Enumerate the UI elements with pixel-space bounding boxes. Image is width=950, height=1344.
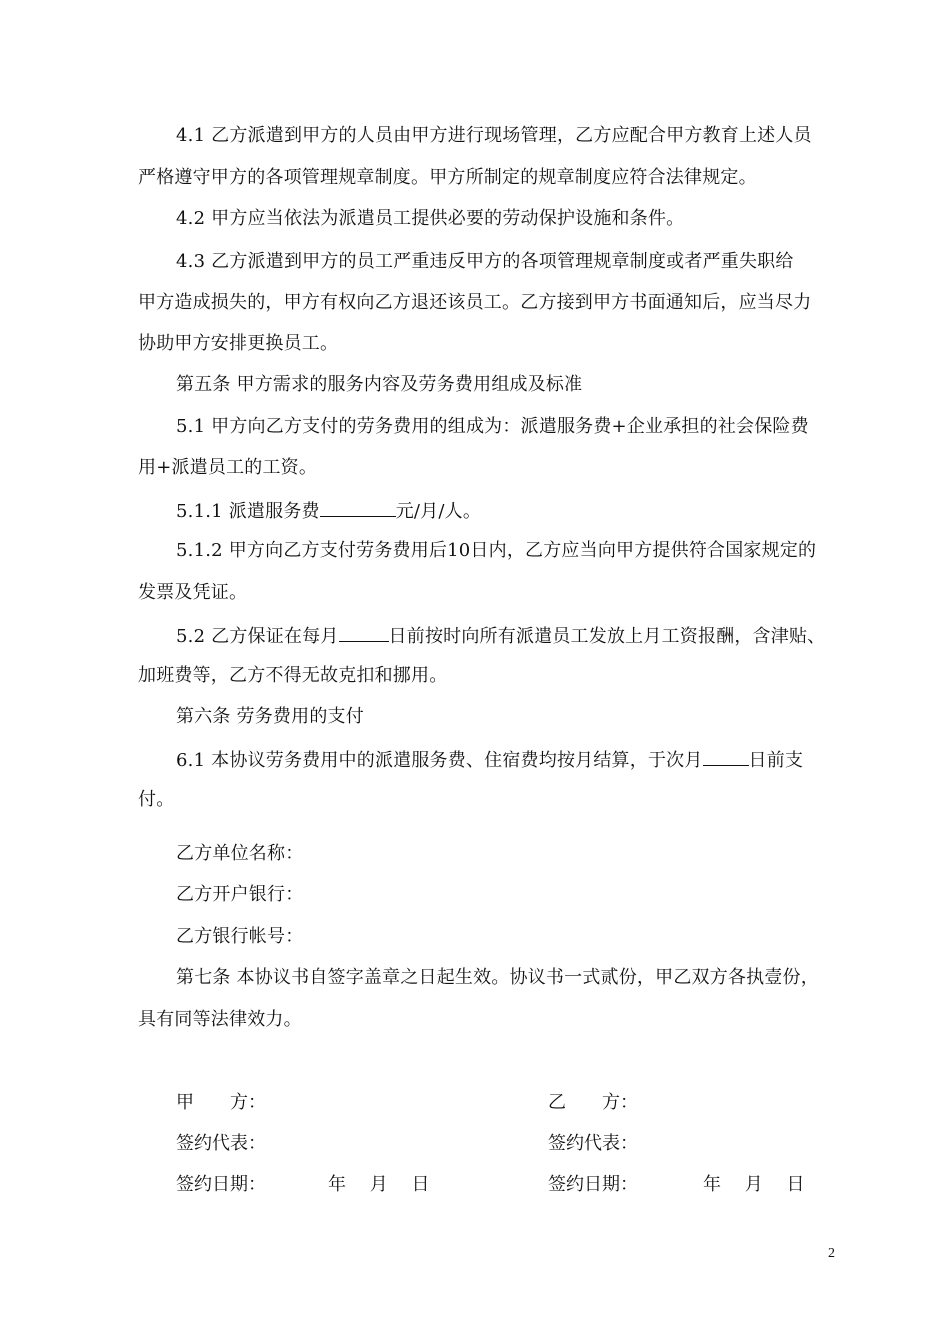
clause-5-2-suffix: 日前按时向所有派遣员工发放上月工资报酬，含津贴、	[388, 626, 826, 647]
party-b-date-label: 签约日期：	[548, 1174, 638, 1195]
service-fee-blank[interactable]	[320, 498, 396, 517]
clause-5-1-line-2: 用+派遣员工的工资。	[138, 457, 318, 478]
clause-5-1-line-1: 5.1 甲方向乙方支付的劳务费用的组成为：派遣服务费+企业承担的社会保险费	[176, 416, 809, 437]
clause-5-1-2-line-1: 5.1.2 甲方向乙方支付劳务费用后10日内，乙方应当向甲方提供符合国家规定的	[176, 540, 817, 561]
clause-4-3-line-1: 4.3 乙方派遣到甲方的员工严重违反甲方的各项管理规章制度或者严重失职给	[176, 251, 794, 272]
party-a-date-fields: 年 月 日	[328, 1174, 430, 1195]
article-6-title: 第六条 劳务费用的支付	[176, 706, 364, 727]
pay-day-blank[interactable]	[339, 623, 389, 642]
clause-4-1-line-2: 严格遵守甲方的各项管理规章制度。甲方所制定的规章制度应符合法律规定。	[138, 167, 757, 188]
clause-5-2-line-1	[176, 623, 825, 649]
clause-6-1-line-2: 付。	[138, 789, 175, 810]
article-5-title: 第五条 甲方需求的服务内容及劳务费用组成及标准	[176, 374, 583, 395]
party-a-date-label: 签约日期：	[176, 1174, 266, 1195]
party-b-account: 乙方银行帐号：	[176, 926, 304, 947]
article-7-line-1: 第七条 本协议书自签字盖章之日起生效。协议书一式贰份，甲乙双方各执壹份，	[176, 967, 819, 988]
clause-4-2: 4.2 甲方应当依法为派遣员工提供必要的劳动保护设施和条件。	[176, 208, 685, 229]
party-a-label: 甲 方：	[176, 1092, 266, 1113]
clause-6-1-prefix: 6.1 本协议劳务费用中的派遣服务费、住宿费均按月结算，于次月	[176, 750, 703, 771]
clause-5-1-2-line-2: 发票及凭证。	[138, 582, 248, 603]
clause-6-1-line-1	[176, 747, 803, 773]
clause-5-2-prefix: 5.2 乙方保证在每月	[176, 626, 339, 647]
party-b-label: 乙 方：	[548, 1092, 638, 1113]
clause-5-1-1-suffix: 元/月/人。	[395, 501, 482, 522]
clause-4-3-line-3: 协助甲方安排更换员工。	[138, 333, 339, 354]
article-7-line-2: 具有同等法律效力。	[138, 1009, 302, 1030]
party-b-company-name: 乙方单位名称：	[176, 843, 304, 864]
party-b-bank: 乙方开户银行：	[176, 884, 304, 905]
clause-5-1-1	[176, 498, 481, 524]
clause-5-2-line-2: 加班费等，乙方不得无故克扣和挪用。	[138, 665, 448, 686]
party-b-date-fields: 年 月 日	[703, 1174, 805, 1195]
clause-6-1-suffix: 日前支	[748, 750, 804, 771]
settlement-day-blank[interactable]	[703, 747, 749, 766]
party-a-representative: 签约代表：	[176, 1133, 266, 1154]
party-b-representative: 签约代表：	[548, 1133, 638, 1154]
page-number: 2	[828, 1246, 835, 1261]
clause-5-1-1-prefix: 5.1.1 派遣服务费	[176, 501, 320, 522]
clause-4-1-line-1: 4.1 乙方派遣到甲方的人员由甲方进行现场管理，乙方应配合甲方教育上述人员	[176, 125, 812, 146]
clause-4-3-line-2: 甲方造成损失的，甲方有权向乙方退还该员工。乙方接到甲方书面通知后，应当尽力	[138, 292, 812, 313]
